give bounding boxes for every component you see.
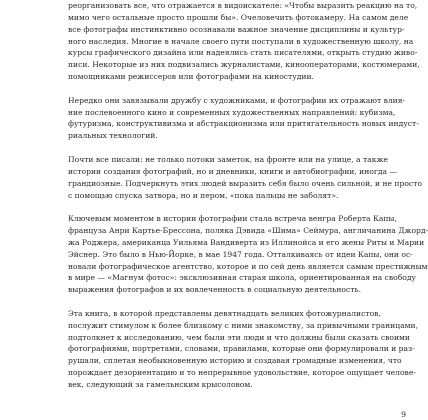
text-line: истории создания фотографий, но и дневники, книги и автобиографии, иногда — <box>68 166 398 176</box>
text-line: курсы графического дизайна или надеялись стать писателями, открыть студию живо- <box>68 48 418 58</box>
text-line: футуризма, конструктивизма и абстракционизма или притягательность новых индуст- <box>68 119 419 129</box>
paragraph <box>68 0 420 83</box>
text-line: помощниками режиссеров или фотографами на киностудии. <box>68 72 314 82</box>
text-line: Почти все писали: не только потоки заметок, на фронте или на улице, а также <box>68 154 388 164</box>
text-line: риальных технологий. <box>68 131 158 141</box>
text-line: писи. Некоторые из них подвизались журналистами, кинооператорами, костюмерами, <box>68 60 420 70</box>
text-line: новали фотографическое агентство, которое и по сей день является самым престижным <box>68 261 428 271</box>
paragraph-gap <box>68 142 364 154</box>
text-line: рушали, сплетая необыкновенную историю и создавая громадные изменения, что <box>68 356 402 366</box>
text-line: порождает дезориентацию и то непрерывное удовольствие, которое ощущает челове- <box>68 368 416 378</box>
text-line: с помощью спуска затвора, но и пером, «пока пальцы не заболят». <box>68 190 339 200</box>
body-text <box>68 0 428 391</box>
text-line: Эйснер. Это было в Нью-Йорке, в мае 1947 года. Отталкиваясь от идеи Капы, они ос- <box>68 249 413 259</box>
text-line: выражения фотографов и их вовлеченность в социальную деятельность. <box>68 285 362 295</box>
text-line: Ключевым моментом в истории фотографии стала встреча венгра Роберта Капы, <box>68 214 397 224</box>
paragraph-gap <box>68 296 364 308</box>
page-number: 9 <box>401 410 406 419</box>
text-line: Эта книга, в которой представлены девятнадцать великих фотожурналистов, <box>68 308 381 318</box>
text-line: век, следующий за гамельнским крысоловом. <box>68 380 253 389</box>
text-line: Нередко они завязывали дружбу с художниками, и фотографии их отражают влия- <box>68 95 406 105</box>
text-line: фотографиями, портретами, словами, правилами, которые они формулировали и раз- <box>68 344 415 354</box>
text-line: мимо чего остальные просто прошли бы». Очеловечить фотокамеру. На самом деле <box>68 12 409 22</box>
paragraph <box>68 95 419 142</box>
paragraph <box>68 308 419 391</box>
text-line: ние послевоенного кино и современных художественных направлений: кубизма, <box>68 107 396 117</box>
text-line: подтолкнет к исследованию, чем были эти люди и что должны были сказать своими <box>68 332 410 342</box>
paragraph <box>68 213 428 296</box>
paragraph-gap <box>68 201 364 213</box>
text-line: жа Роджера, американца Уильяма Вандиверта из Иллинойса и его жены Риты и Марии <box>68 237 425 247</box>
paragraph <box>68 154 422 201</box>
text-line: все фотографы инстинктивно осознавали важное значение дисциплины и культур- <box>68 24 405 34</box>
text-line: француза Анри Картье-Брессона, поляка Дэвида «Шима» Сеймура, англичанина Джорд- <box>68 226 428 236</box>
paragraph-gap <box>68 83 364 95</box>
text-line: реорганизовать все, что отражается в видоискателе: «Чтобы выразить реакцию на то, <box>68 1 418 10</box>
text-line: в мире — «Магнум фотос»: эксклюзивная старая школа, ориентированная на свободу <box>68 273 416 283</box>
text-line: ного наследия. Многие в начале своего пути поступали в художественную школу, на <box>68 36 414 46</box>
text-line: грандиозные. Подчеркнуть этих людей выразить себя было очень сильной, и не просто <box>68 178 422 188</box>
text-line: послужит стимулом к более близкому с ними знакомству, за привычными границами, <box>68 320 419 330</box>
